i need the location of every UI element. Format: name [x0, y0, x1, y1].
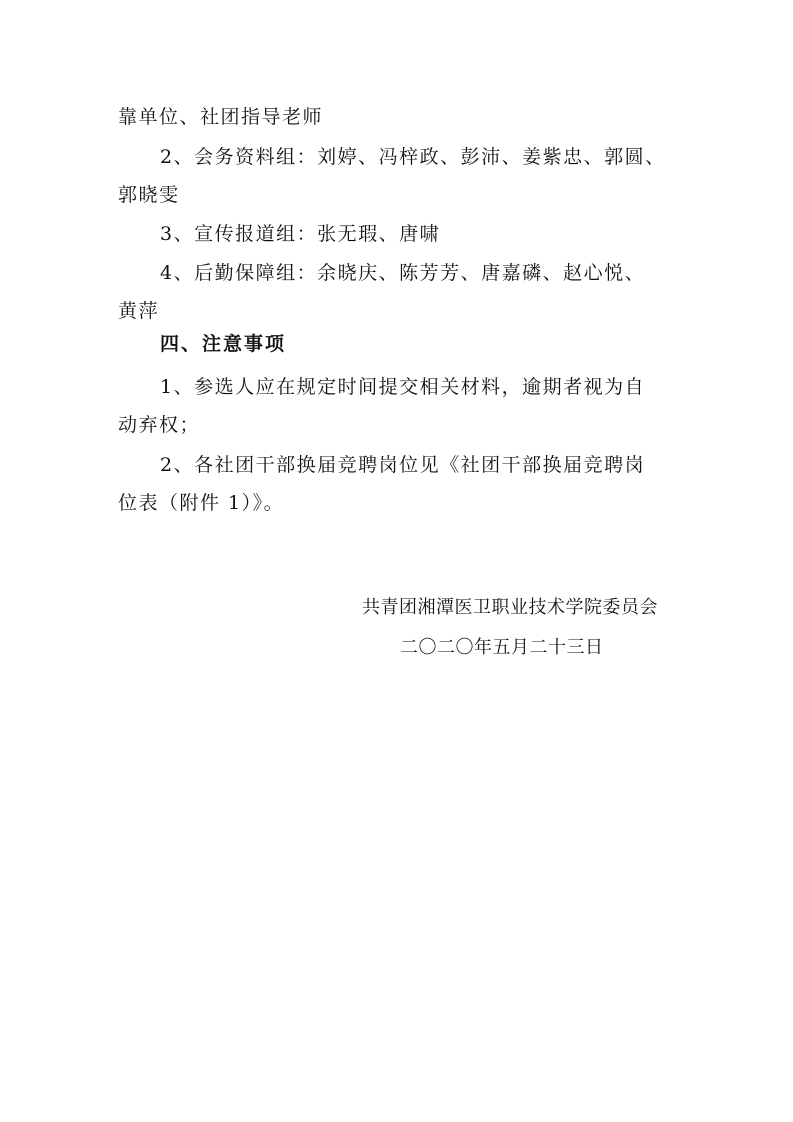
text-line-materials-group: 2、会务资料组：刘婷、冯梓政、彭沛、姜紫忠、郭圆、 [160, 146, 666, 168]
section-heading-notes: 四、注意事项 [160, 333, 287, 355]
notes-item-1: 1、参选人应在规定时间提交相关材料，逾期者视为自 [160, 376, 646, 398]
text-line-logistics-group-cont: 黄萍 [118, 300, 160, 322]
signature-organization: 共青团湘潭医卫职业技术学院委员会 [362, 597, 658, 618]
text-line-continuation: 靠单位、社团指导老师 [118, 106, 324, 128]
notes-item-2: 2、各社团干部换届竞聘岗位见《社团干部换届竞聘岗 [160, 454, 646, 476]
notes-item-1-cont: 动弃权； [118, 414, 201, 436]
text-line-publicity-group: 3、宣传报道组：张无瑕、唐啸 [160, 223, 441, 245]
notes-item-2-cont: 位表（附件 1）》。 [118, 492, 285, 514]
signature-date: 二〇二〇年五月二十三日 [400, 637, 604, 658]
text-line-materials-group-cont: 郭晓雯 [118, 184, 180, 206]
text-line-logistics-group: 4、后勤保障组：余晓庆、陈芳芳、唐嘉磷、赵心悦、 [160, 262, 646, 284]
